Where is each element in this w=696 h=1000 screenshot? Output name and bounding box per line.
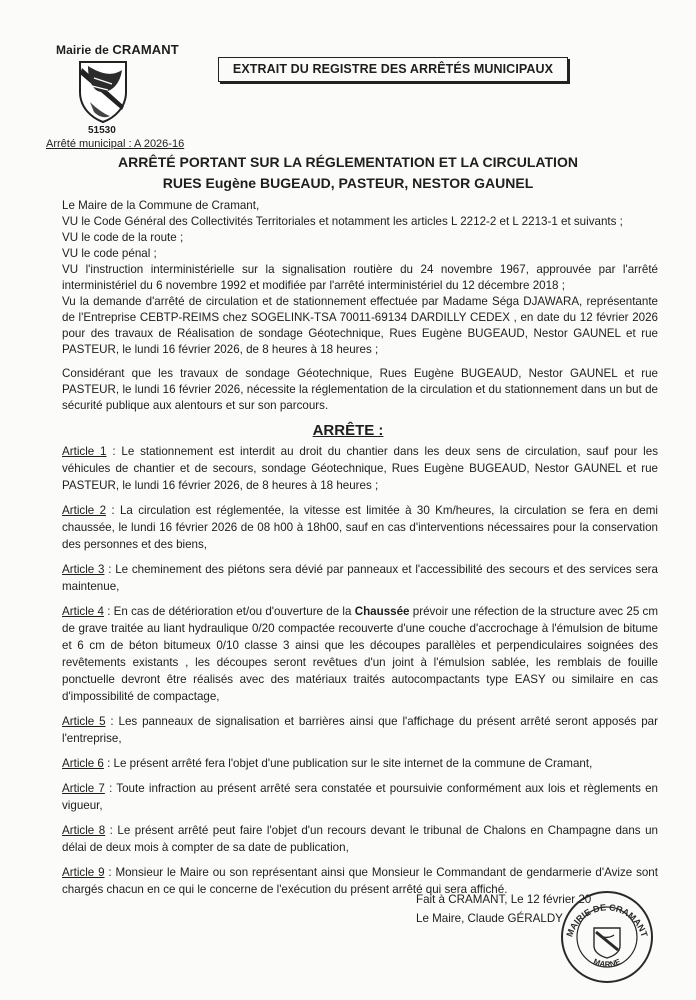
coat-of-arms-icon: [76, 58, 130, 124]
article-label: Article 7: [62, 782, 105, 795]
arrete-number: Arrêté municipal : A 2026-16: [46, 138, 185, 150]
preamble-line: VU le code de la route ;: [62, 231, 184, 244]
register-title-box: EXTRAIT DU REGISTRE DES ARRÊTÉS MUNICIPAUX: [218, 57, 568, 82]
article-label: Article 1: [62, 445, 107, 458]
preamble: [62, 198, 658, 358]
arrete-heading: ARRÊTE :: [312, 422, 384, 439]
article-6: [62, 755, 658, 772]
svg-text:MARNE: MARNE: [592, 957, 622, 969]
articles-list: [62, 443, 658, 906]
preamble-line: Le Maire de la Commune de Cramant,: [62, 199, 260, 212]
article-2: [62, 502, 658, 553]
preamble-line: VU le Code Général des Collectivités Territoriales et notamment les articles L 2212-2 et L 2213-1 et suivants ;: [62, 215, 623, 228]
article-text: : Le cheminement des piétons sera dévié par panneaux et l'accessibilité des secours et des services sera maintenue,: [62, 563, 658, 593]
article-7: [62, 780, 658, 814]
article-text: : Monsieur le Maire ou son représentant ainsi que Monsieur le Commandant de gendarmerie d'Avize sont chargés chacun en ce qui le concerne de l'exécution du présent arrêté qui sera affiché.: [62, 866, 658, 896]
mairie-prefix: Mairie de: [56, 43, 109, 57]
article-text: : Le présent arrêté fera l'objet d'une publication sur le site internet de la commune de Cramant,: [103, 757, 593, 770]
article-label: Article 5: [62, 715, 106, 728]
article-4: [62, 603, 658, 705]
preamble-line: Vu la demande d'arrêté de circulation et de stationnement effectuée par Madame Séga DJAWARA, représentante de l'Entreprise CEBTP-REIMS chez SOGELINK-TSA 70011-69134 DARDILLY CEDEX , en date du 12 février 2026 pour des travaux de Réalisation de sondage Géotechnique, Rues Eugène BUGEAUD, Nestor GAUNEL et rue PASTEUR, le lundi 16 février 2026, de 8 heures à 18 heures ;: [62, 295, 658, 356]
article-5: [62, 713, 658, 747]
considerant-paragraph: Considérant que les travaux de sondage Géotechnique, Rues Eugène BUGEAUD, Nestor GAUNEL et rue PASTEUR, le lundi 16 février 2026, nécessite la réglementation de la circulation et du stationnement dans un but de sécurité publique aux alentours et sur son parcours.: [62, 367, 658, 412]
signature-place-date: Fait à CRAMANT, Le 12 février 20: [416, 893, 592, 906]
article-text: : Les panneaux de signalisation et barrières ainsi que l'affichage du présent arrêté seront apposés par l'entreprise,: [62, 715, 658, 745]
document-title-line1: ARRÊTÉ PORTANT SUR LA RÉGLEMENTATION ET LA CIRCULATION: [118, 154, 578, 170]
mairie-name: CRAMANT: [112, 42, 179, 57]
article-text: : En cas de détérioration et/ou d'ouverture de la: [103, 605, 355, 618]
article-text: prévoir une réfection de la structure avec 25 cm de grave traitée au liant hydraulique 0/20 compactée recouverte d'une couche d'accrochage à l'émulsion de bitume et 6 cm de béton bitumeux 0/10 classe 3 ainsi que les découpes parallèles et perpendiculaires soignées des revêtements existants , les découpes seront revêtues d'un joint à l'émulsion sablée, les remblais de fouille ponctuelle devront être réalisés avec des matériaux traités autocompactants type EASY ou similaire en cas d'impossibilité de compactage,: [62, 605, 658, 703]
document-title-line2: RUES Eugène BUGEAUD, PASTEUR, NESTOR GAUNEL: [162, 175, 534, 191]
article-label: Article 3: [62, 563, 105, 576]
article-8: [62, 822, 658, 856]
article-label: Article 4: [62, 605, 104, 618]
article-text: : Le présent arrêté peut faire l'objet d'un recours devant le tribunal de Chalons en Champagne dans un délai de deux mois à compter de sa date de publication,: [62, 824, 658, 854]
article-label: Article 6: [62, 757, 104, 770]
article-text: : Le stationnement est interdit au droit du chantier dans les deux sens de circulation, sauf pour les véhicules de chantier et de secours, sondage Géotechnique, Rues Eugène BUGEAUD, Nestor GAUNEL et rue PASTEUR, le lundi 16 février 2026, de 8 heures à 18 heures ;: [62, 445, 659, 492]
article-text: : La circulation est réglementée, la vitesse est limitée à 30 Km/heures, la circulation se fera en demi chaussée, le lundi 16 février 2026 de 08 h00 à 18h00, sauf en cas d'interventions nécessaires pour la conservation des personnes et des biens,: [62, 504, 658, 551]
preamble-line: VU le code pénal ;: [62, 247, 157, 260]
article-label: Article 9: [62, 866, 105, 879]
article-text: : Toute infraction au présent arrêté sera constatée et poursuivie conformément aux lois et règlements en vigueur,: [62, 782, 658, 812]
article-3: [62, 561, 658, 595]
article-bold-word: Chaussée: [354, 605, 410, 618]
preamble-line: VU l'instruction interministérielle sur la signalisation routière du 24 novembre 1967, approuvée par l'arrêté interministériel du 6 novembre 1992 et modifiée par l'arrêté interministériel du 12 décembre 2018 ;: [62, 263, 658, 292]
article-1: [62, 443, 658, 494]
postcode: 51530: [88, 125, 116, 136]
svg-text:MAIRIE DE CRAMANT: MAIRIE DE CRAMANT: [564, 902, 650, 939]
signature-mayor: Le Maire, Claude GÉRALDY: [416, 912, 563, 925]
official-stamp-icon: [558, 888, 656, 986]
article-label: Article 2: [62, 504, 107, 517]
mairie-title: [56, 42, 179, 57]
article-label: Article 8: [62, 824, 106, 837]
